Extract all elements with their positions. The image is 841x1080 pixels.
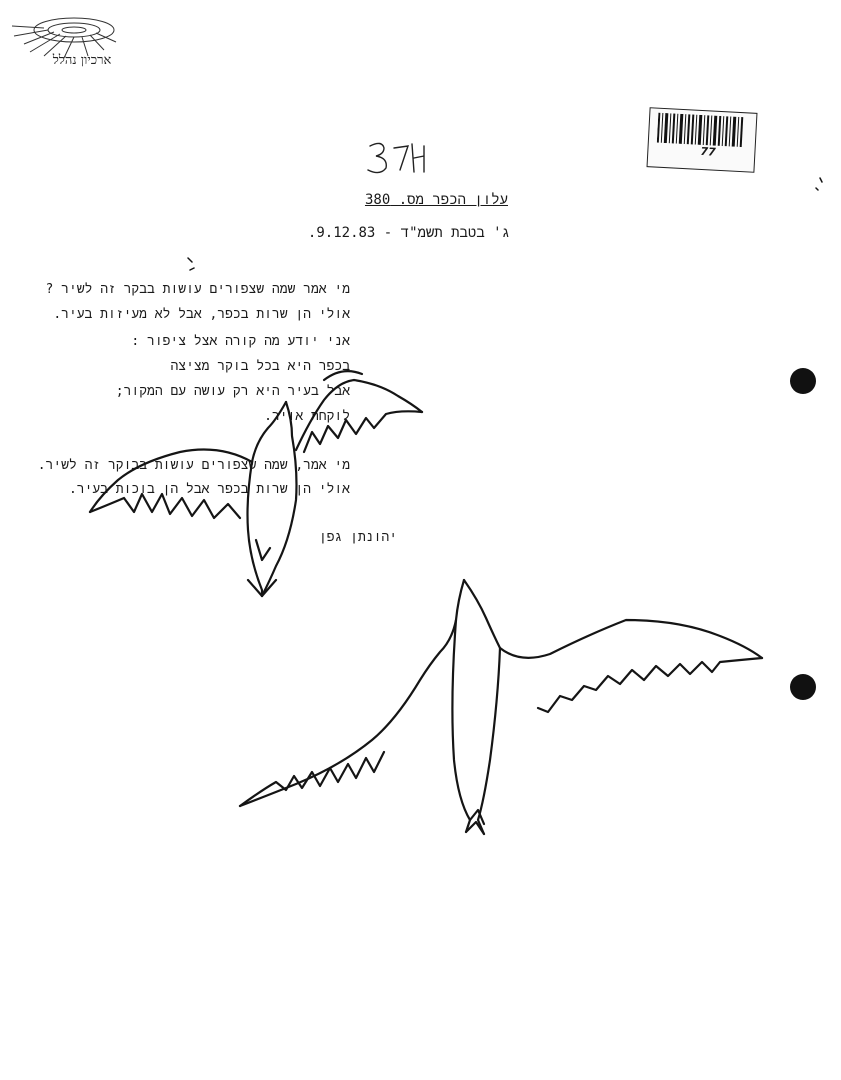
poem-line: בכפר היא בכל בוקר מציצה (170, 359, 350, 374)
poem-line: אבל בעיר היא רק עושה עם המקור; (115, 384, 350, 399)
barcode-icon (657, 113, 746, 148)
header-date: ג' בטבת תשמ"ד - 9.12.83. (307, 225, 510, 241)
binder-hole (790, 674, 816, 700)
barcode-label (647, 107, 758, 173)
barcode-number: 77 (700, 144, 717, 159)
poem-line: לוקחת אויר. (264, 409, 350, 424)
poem-author: יהונתן גפן (318, 530, 397, 545)
header-title: עלון הכפר מס. 380 (364, 192, 508, 208)
poem-line: מי אמר שמה שצפורים עושות בבקר זה לשיר ? (45, 282, 350, 297)
poem-line: אולי הן שרות בכפר אבל הן בוכות בעיר. (68, 482, 350, 497)
poem-line: מי אמר, שמה שצפורים עושות בבוקר זה לשיר. (37, 458, 350, 473)
binder-hole (790, 368, 816, 394)
archive-label: ארכיון נהלל (52, 53, 112, 68)
archive-stamp (4, 4, 134, 84)
handwritten-number (364, 138, 434, 178)
large-bird-icon (240, 580, 762, 834)
poem-line: אולי הן שרות בכפר, אבל לא מעיזות בעיר. (53, 307, 350, 322)
poem-line: אני יודע מה קורה אצל ציפור : (131, 334, 350, 349)
